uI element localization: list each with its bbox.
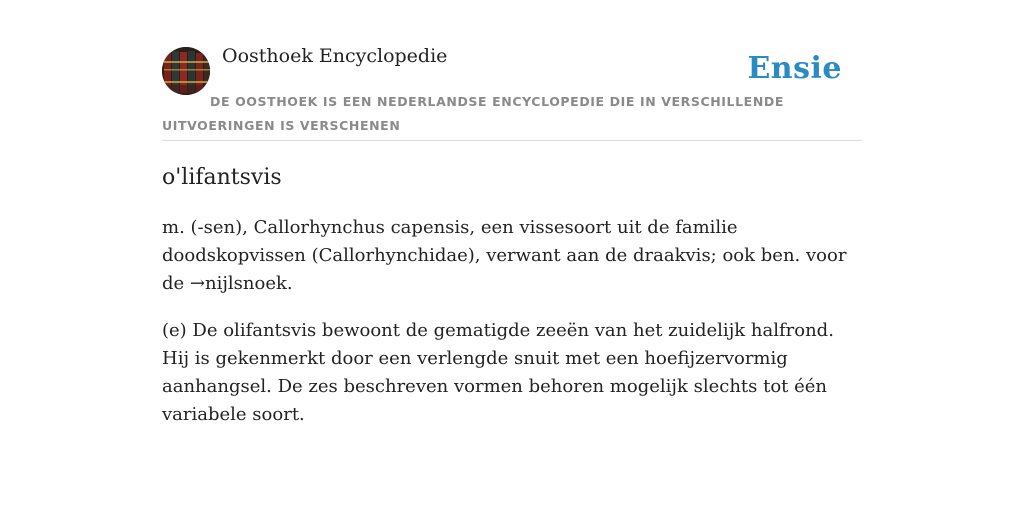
ensie-logo-link[interactable]: Ensie: [747, 51, 842, 86]
encyclopedia-avatar[interactable]: [162, 47, 210, 95]
book-spines-icon: [162, 47, 210, 95]
site-title[interactable]: Oosthoek Encyclopedie: [222, 45, 448, 67]
entry-title: o'lifantsvis: [162, 165, 282, 190]
ecology-paragraph: (e) De olifantsvis bewoont de gematigde zeeën van het zuidelijk halfrond. Hij is gekenmerkt door een verlengde snuit met een hoefijzervormig aanhangsel. De zes beschreven vormen behoren mogelijk slechts tot één variabele soort.: [162, 320, 834, 425]
site-header: [162, 0, 862, 141]
cross-reference-link[interactable]: →nijlsnoek: [189, 273, 287, 294]
definition-text: m. (-sen), Callorhynchus capensis, een vissesoort uit de familie doodskopvissen (Callorhynchidae), verwant aan de draakvis; ook ben. voor de: [162, 217, 847, 294]
site-description: DE OOSTHOEK IS EEN NEDERLANDSE ENCYCLOPEDIE DIE IN VERSCHILLENDE UITVOERINGEN IS VERSCHENEN: [162, 94, 784, 133]
definition-paragraph: [162, 214, 862, 298]
page-container: [162, 0, 862, 425]
definition-end: .: [286, 273, 293, 294]
article: [162, 160, 862, 429]
